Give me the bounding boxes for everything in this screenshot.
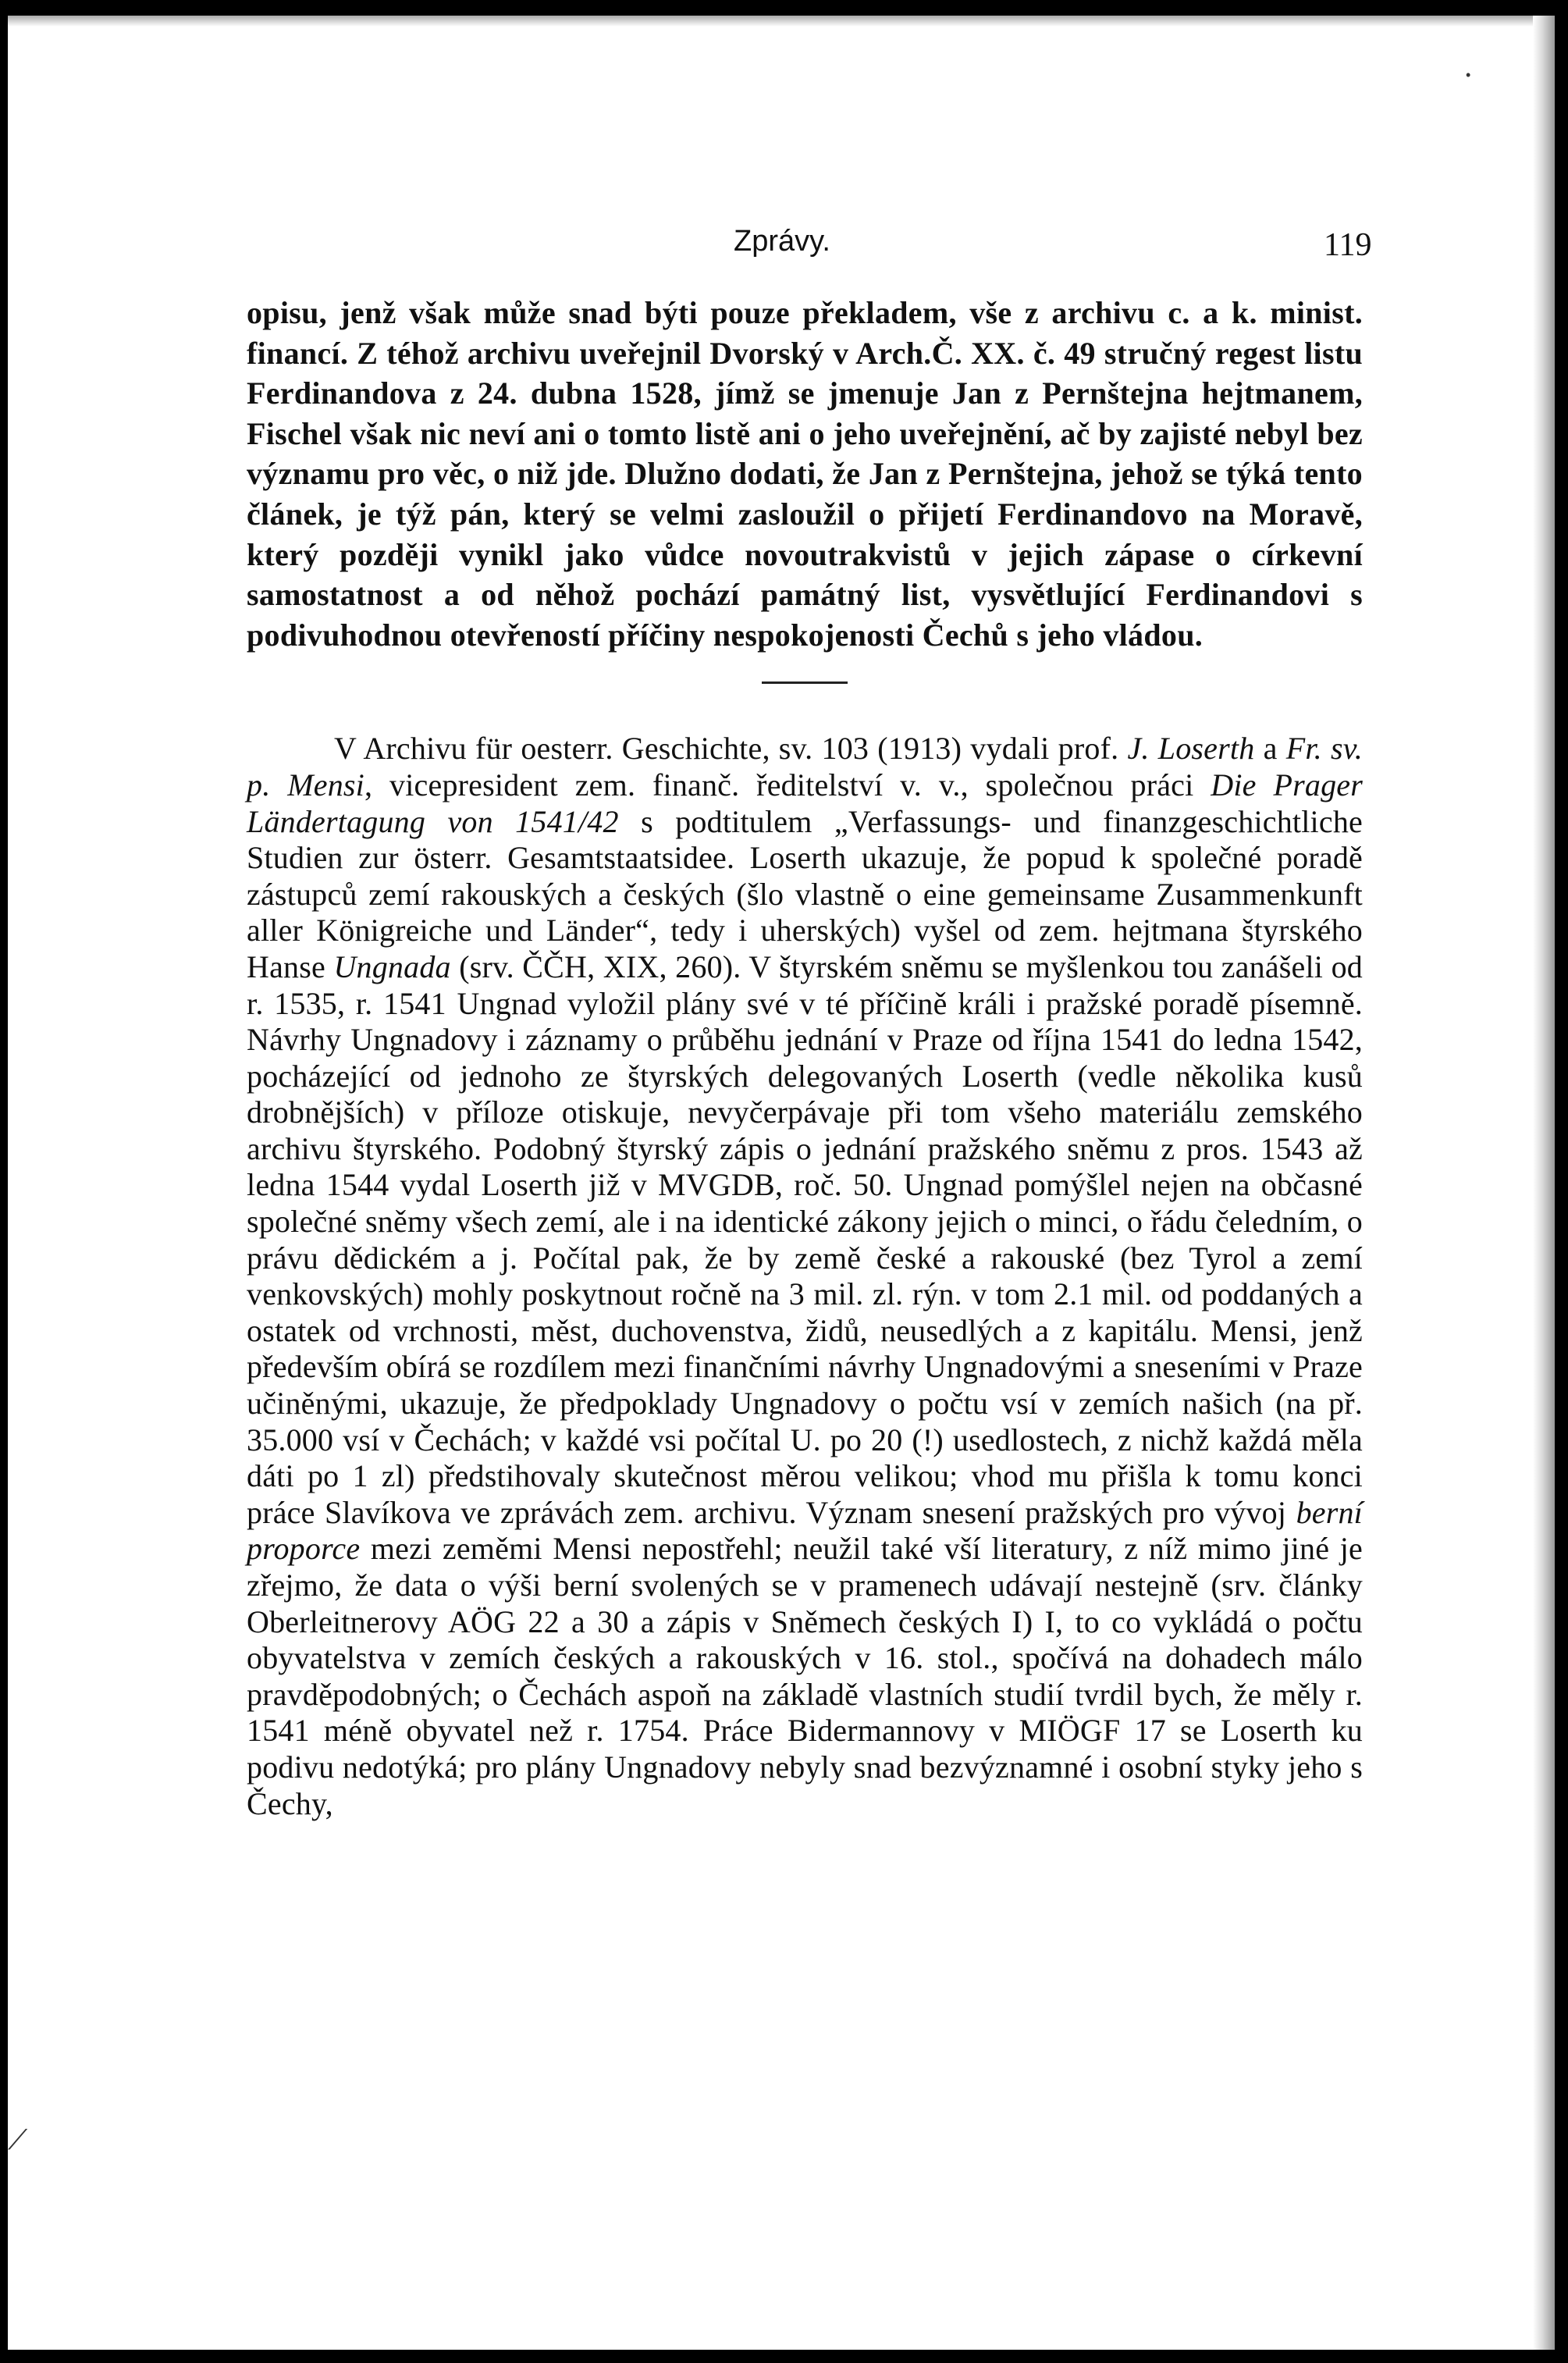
section-divider (762, 681, 848, 684)
author-name: J. Loserth (1127, 731, 1255, 767)
person-name: Ungnada (333, 948, 451, 984)
text-run: s podtitulem „Verfassungs- und finanzgeschichtliche Studien zur österr. Gesamtstaatsidee. Loserth ukazuje, že popud k společné poradě zástupců zemí rakouských a českých (šlo vlastně o eine gemeinsame Zusammenkunft aller Königreiche und Länder“, tedy i uherských) vyšel od zem. hejtmana štyrského Hanse (247, 803, 1363, 984)
page-header (8, 225, 1555, 272)
work-title: Die Prager Ländertagung von 1541/42 (247, 767, 1363, 839)
page-edge-shadow (1533, 16, 1555, 2350)
page-top-shadow (8, 16, 1555, 27)
text-run: V Archivu für oesterr. Geschichte, sv. 103 (1913) vydali prof. (334, 731, 1128, 767)
text-run: mezi zeměmi Mensi nepostřehl; neužil také vší literatury, z níž mimo jiné je zřejmo, že data o výši berní svolených se v pramenech udávají nestejně (srv. články Oberleitnerovy AÖG 22 a 30 a zápis v Sněmech českých I) I, to co vykládá o počtu obyvatelstva v zemích českých a rakouských v 16. stol., spočívá na dohadech málo pravděpodobných; o Čechách aspoň na základě vlastních studií tvrdil bych, že měly r. 1541 méně obyvatel než r. 1754. Práce Bidermannovy v MIÖGF 17 se Loserth ku podivu nedotýká; pro plány Ungnadovy nebyly snad bezvýznamné i osobní styky jeho s Čechy, (247, 1531, 1363, 1821)
paragraph-1: opisu, jenž však může snad býti pouze překladem, vše z archivu c. a k. minist. financí. Z téhož archivu uveřejnil Dvorský v Arch.Č. XX. č. 49 stručný regest listu Ferdinandova z 24. dubna 1528, jímž se jmenuje Jan z Pernštejna hejtmanem, Fischel však nic neví ani o tomto listě ani o jeho uveřejnění, ač by zajisté nebyl bez významu pro věc, o niž jde. Dlužno dodati, že Jan z Pernštejna, jehož se týká tento článek, je týž pán, který se velmi zasloužil o přijetí Ferdinandovo na Moravě, který později vynikl jako vůdce novoutrakvistů v jejich zápase o církevní samostatnost a od něhož pochází památný list, vysvětlující Ferdinandovi s podivuhodnou otevřeností příčiny nespokojenosti Čechů s jeho vládou. (247, 295, 1363, 653)
page-body (247, 293, 1363, 1853)
author-name: Fr. sv. p. Mensi (247, 731, 1363, 802)
running-head: Zprávy. (734, 225, 830, 258)
page-number: 119 (1324, 227, 1372, 263)
text-run: , vicepresident zem. finanč. ředitelství v. v., společnou práci (364, 767, 1211, 802)
scan-mark: ⟋ (8, 2123, 28, 2155)
text-run: (srv. ČČH, XIX, 260). V štyrském sněmu se myšlenkou tou zanášeli od r. 1535, r. 1541 Ungnad vyložil plány své v té příčině králi i pražské poradě písemně. Návrhy Ungnadovy i záznamy o průběhu jednání v Praze od října 1541 do ledna 1542, pocházející od jednoho ze štyrských delegovaných Loserth (vedle několika kusů drobnějších) v příloze otiskuje, nevyčerpávaje při tom všeho materiálu zemského archivu štyrského. Podobný štyrský zápis o jednání pražského sněmu z pros. 1543 až ledna 1544 vydal Loserth již v MVGDB, roč. 50. Ungnad pomýšlel nejen na občasné společné sněmy všech zemí, ale i na identické zákony jejich o minci, o řádu čeledním, o právu dědickém a j. Počítal pak, že by země české a rakouské (bez Tyrol a zemí venkovských) mohly poskytnout ročně na 3 mil. zl. rýn. v tom 2.1 mil. od poddaných a ostatek od vrchnosti, měst, duchovenstva, židů, neusedlých a z kapitálu. Mensi, jenž především obírá se rozdílem mezi finančními návrhy Ungnadovými a sneseními v Praze učiněnými, ukazuje, že předpoklady Ungnadovy o počtu vsí v zemích našich (na př. 35.000 vsí v Čechách; v každé vsi počítal U. po 20 (!) usedlostech, z nichž každá měla dáti po 1 zl) předstihovaly skutečnost měrou velikou; vhod mu přišla k tomu konci práce Slavíkova ve zprávách zem. archivu. Význam snesení pražských pro vývoj (247, 948, 1363, 1530)
paragraph-2 (247, 731, 1363, 1822)
scan-speck: • (1466, 67, 1471, 83)
text-run: a (1254, 731, 1286, 767)
term-italic: berní proporce (247, 1494, 1363, 1567)
scanned-page (8, 16, 1555, 2350)
